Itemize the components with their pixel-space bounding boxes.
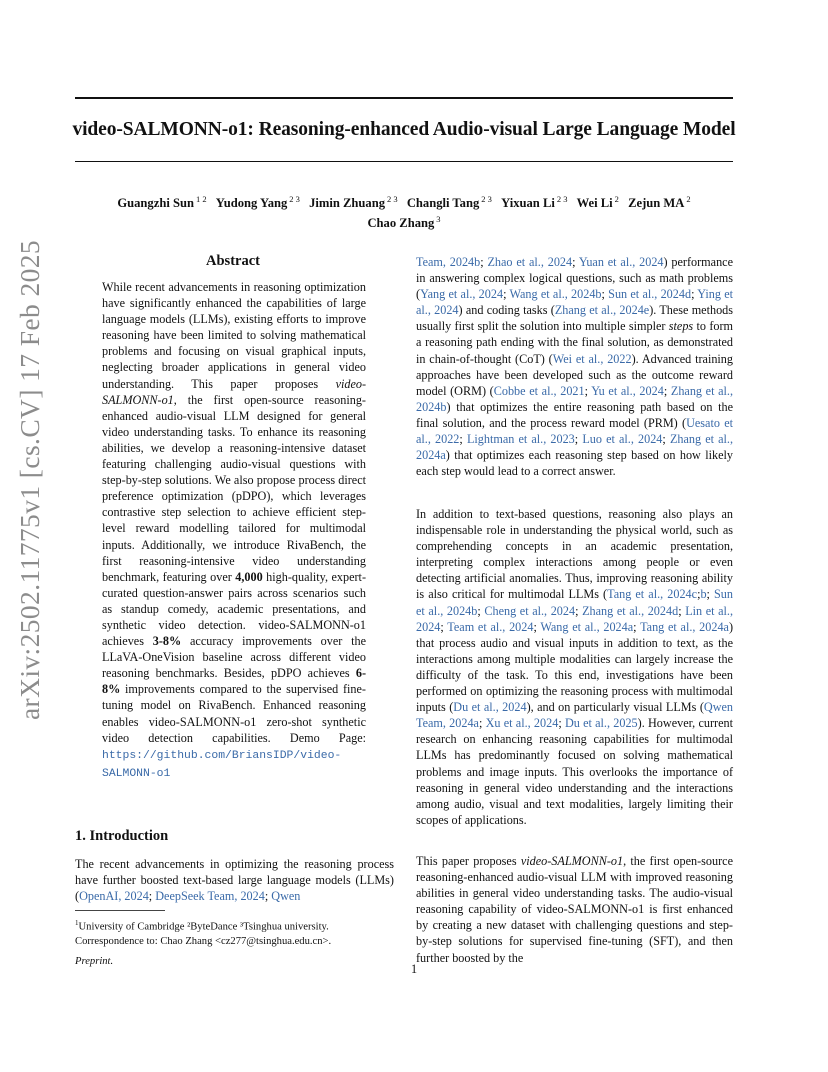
right-paragraph-3 xyxy=(416,853,733,966)
body-text: ). These methods usually first split the solution into multiple simpler xyxy=(416,303,734,334)
right-paragraph-2 xyxy=(416,506,733,828)
accuracy-gain: 3-8% xyxy=(152,634,182,649)
author-affiliation: 3 xyxy=(436,213,441,224)
body-text: ). Advanced training approaches have been developed such as the outcome reward model (ORM) ( xyxy=(416,351,733,398)
citation-link[interactable]: Wang et al., 2024a xyxy=(540,619,634,634)
body-text: ; xyxy=(503,287,510,302)
body-text: ; xyxy=(662,432,670,447)
page-number: 1 xyxy=(410,962,418,976)
body-text: ) that optimizes each reasoning step based on how likely each step would lead to a correct answer. xyxy=(416,448,733,479)
citation-link[interactable]: DeepSeek Team, 2024 xyxy=(155,889,265,904)
body-text: This paper proposes xyxy=(416,854,521,868)
author-name: Wei Li $^2$ xyxy=(576,194,619,211)
body-text: ; xyxy=(633,619,641,634)
citation-link[interactable]: OpenAI, 2024 xyxy=(79,889,149,904)
body-text: ; xyxy=(478,716,486,731)
body-text: In addition to text-based questions, reasoning also plays an indispensable role in understanding the physical world, such as comprehending concepts in an academic presentation, interpreting complex interactions among people or even detecting artificial anomalies. Thus, improving reasoning ability is also critical for multimodal LLMs ( xyxy=(416,507,733,602)
introduction-body: The recent advancements in optimizing the reasoning process have further boosted text-based large language models (LLMs) (OpenAI, 2024; DeepSeek Team, 2024; Qwen xyxy=(75,857,394,904)
body-text: ; xyxy=(558,716,565,731)
citation-link[interactable]: Wei et al., 2022 xyxy=(552,351,632,366)
body-text: ; xyxy=(572,255,579,269)
citation-link[interactable]: Du et al., 2025 xyxy=(564,716,638,731)
author-name: Jimin Zhuang $^{2 3}$ xyxy=(309,194,398,211)
citation-link[interactable]: Yuan et al., 2024 xyxy=(578,255,664,269)
body-text: ) that process audio and visual inputs in addition to text, as the interactions among multiple modalities can largely increase the difficulty of the task. To this end, investigations have been performed on optimizing the reasoning process with multimodal inputs ( xyxy=(416,619,734,715)
author-name: Changli Tang $^{2 3}$ xyxy=(406,194,492,211)
citation-link[interactable]: Lin et al., 2024 xyxy=(416,603,734,634)
body-text: ; xyxy=(584,383,592,398)
body-text: ; xyxy=(459,432,467,447)
body-text: , the first open-source reasoning-enhanced audio-visual LLM with improved reasoning abilities in general video understanding tasks. The audio-visual reasoning capability of video-SALMONN-o1 is first enhanced by creating a new dataset with challenging questions and step-by-step solutions for supervised fine-tuning (SFT), and then further boosted by the xyxy=(416,854,733,965)
arxiv-identifier: arXiv:2502.11775v1 [cs.CV] 17 Feb 2025 xyxy=(14,239,45,721)
citation-link[interactable]: Xu et al., 2024 xyxy=(485,716,559,731)
citation-link[interactable]: Qwen xyxy=(271,889,301,904)
author-name: Yudong Yang $^{2 3}$ xyxy=(215,194,300,211)
citation-link[interactable]: Team et al., 2024 xyxy=(447,619,534,634)
body-text: ) and coding tasks ( xyxy=(458,303,555,318)
author-affiliation: 2 3 xyxy=(481,194,492,204)
citation-link[interactable]: Yu et al., 2024 xyxy=(591,383,664,398)
citation-link[interactable]: Zhang et al., 2024d xyxy=(582,603,679,618)
body-text: ) performance in answering complex logical questions, such as math problems ( xyxy=(416,255,733,302)
citation-link[interactable]: Du et al., 2024 xyxy=(453,700,527,715)
body-text: ), and on particularly visual LLMs ( xyxy=(526,700,704,715)
abstract-body: While recent advancements in reasoning optimization have significantly enhanced the capabilities of large language models (LLMs), existing efforts to improve reasoning have been limited to solving mathematical problems and focusing on visual graphical inputs, neglecting broader applications in general video understanding. This paper proposes video-SALMONN-o1, the first open-source reasoning-enhanced audio-visual LLM designed for general video understanding tasks. To enhance its reasoning abilities, we develop a reasoning-intensive dataset featuring challenging audio-visual questions with step-by-step solutions. We also propose process direct preference optimization (pDPO), which leverages contrastive step selection to achieve efficient step-level reward modelling tailored for multimodal inputs. Additionally, we introduce RivaBench, the first reasoning-intensive video understanding benchmark, featuring over 4,000 high-quality, expert-curated question-answer pairs across scenarios such as standup comedy, academic presentations, and synthetic video detection. video-SALMONN-o1 achieves 3-8% accuracy improvements over the LLaVA-OneVision baseline across different video reasoning benchmarks. Besides, pDPO achieves 6-8% improvements compared to the supervised fine-tuning model on RivaBench. Enhanced reasoning enables video-SALMONN-o1 zero-shot synthetic video detection capabilities. Demo Page: https://github.com/BriansIDP/video-SALMONN-o1 xyxy=(102,280,367,780)
citation-link[interactable]: Cobbe et al., 2021 xyxy=(493,383,585,398)
author-list xyxy=(60,192,748,231)
body-text: ; xyxy=(697,587,701,602)
body-text: ) that optimizes the entire reasoning path based on the final solution, and the process reward model (PRM) ( xyxy=(416,399,733,430)
paper-title: video-SALMONN-o1: Reasoning-enhanced Audio-visual Large Language Model xyxy=(72,119,736,140)
preprint-label: Preprint. xyxy=(75,956,114,967)
author-affiliation: 2 xyxy=(686,194,691,204)
body-text: ; xyxy=(706,587,715,602)
body-text: ; xyxy=(574,432,583,447)
body-text: ; xyxy=(575,603,583,618)
citation-link[interactable]: Zhang et al., 2024b xyxy=(416,383,734,414)
citation-link[interactable]: b xyxy=(700,587,707,602)
citation-link[interactable]: Yang et al., 2024 xyxy=(420,287,504,302)
author-affiliation: 2 3 xyxy=(556,194,568,204)
citation-link[interactable]: Zhang et al., 2024a xyxy=(416,432,734,463)
body-text: ). However, current research on enhancing reasoning capabilities for multimodal LLMs has predominantly focused on solving mathematical problems and image inputs. This overlooks the importance of reasoning in general video understanding and the interactions among audio, visual and text modalities, largely limiting their scopes of applications. xyxy=(416,716,733,827)
introduction-heading: 1. Introduction xyxy=(75,828,169,844)
body-text: ; xyxy=(663,383,671,398)
emphasis-text: steps xyxy=(668,319,694,334)
citation-link[interactable]: Lightman et al., 2023 xyxy=(466,432,575,447)
demo-page-link[interactable]: https://github.com/BriansIDP/video-SALMONN-o1 xyxy=(102,749,342,780)
dataset-size: 4,000 xyxy=(235,569,263,584)
body-text: ; xyxy=(678,603,686,618)
citation-link[interactable]: Sun et al., 2024b xyxy=(416,587,733,618)
right-paragraph-1 xyxy=(416,254,733,479)
affiliation-footnote: $^1$University of Cambridge ²ByteDance ³Tsinghua university. Correspondence to: Chao Zhang <cz277@tsinghua.edu.cn>. xyxy=(75,919,332,948)
citation-link[interactable]: Tang et al., 2024a xyxy=(640,619,729,634)
abstract-heading: Abstract xyxy=(206,253,260,269)
body-text: ; xyxy=(480,255,488,269)
citation-link[interactable]: Tang et al., 2024c xyxy=(607,587,698,602)
body-text: ; xyxy=(601,287,609,302)
citation-link[interactable]: Zhao et al., 2024 xyxy=(487,255,573,269)
author-name: Yixuan Li $^{2 3}$ xyxy=(501,194,568,211)
author-affiliation: 2 xyxy=(614,194,619,204)
citation-link[interactable]: Wang et al., 2024b xyxy=(509,287,602,302)
citation-link[interactable]: Luo et al., 2024 xyxy=(582,432,663,447)
author-affiliation: 1 2 xyxy=(195,194,207,204)
body-text: to form a reasoning path ending with the final solution, as demonstrated in chain-of-thought (CoT) ( xyxy=(416,319,734,366)
citation-link[interactable]: Qwen Team, 2024a xyxy=(416,700,733,731)
body-text: ; xyxy=(477,603,485,618)
author-name: Guangzhi Sun $^{1 2}$ xyxy=(117,194,207,211)
citation-link[interactable]: Team, 2024b xyxy=(416,255,481,269)
model-name: video-SALMONN-o1 xyxy=(102,376,367,407)
citation-link[interactable]: Uesato et al., 2022 xyxy=(416,415,733,447)
body-text: ; xyxy=(533,619,541,634)
footnote-rule xyxy=(75,910,165,911)
citation-link[interactable]: Zhang et al., 2024e xyxy=(554,303,650,318)
author-affiliation: 2 3 xyxy=(289,194,300,204)
citation-link[interactable]: Cheng et al., 2024 xyxy=(484,603,576,618)
pdpo-gain: 6-8% xyxy=(102,666,367,697)
citation-link[interactable]: Ying et al., 2024 xyxy=(416,287,733,318)
title-top-rule xyxy=(75,97,733,99)
emphasis-text: video-SALMONN-o1 xyxy=(520,854,624,868)
title-bottom-rule xyxy=(75,161,733,162)
author-name: Chao Zhang $^3$ xyxy=(367,213,441,230)
body-text: ; xyxy=(440,619,448,634)
body-text: ; xyxy=(691,287,698,302)
author-affiliation: 2 3 xyxy=(387,194,398,204)
citation-link[interactable]: Sun et al., 2024d xyxy=(608,287,692,302)
author-name: Zejun MA $^2$ xyxy=(628,194,691,211)
